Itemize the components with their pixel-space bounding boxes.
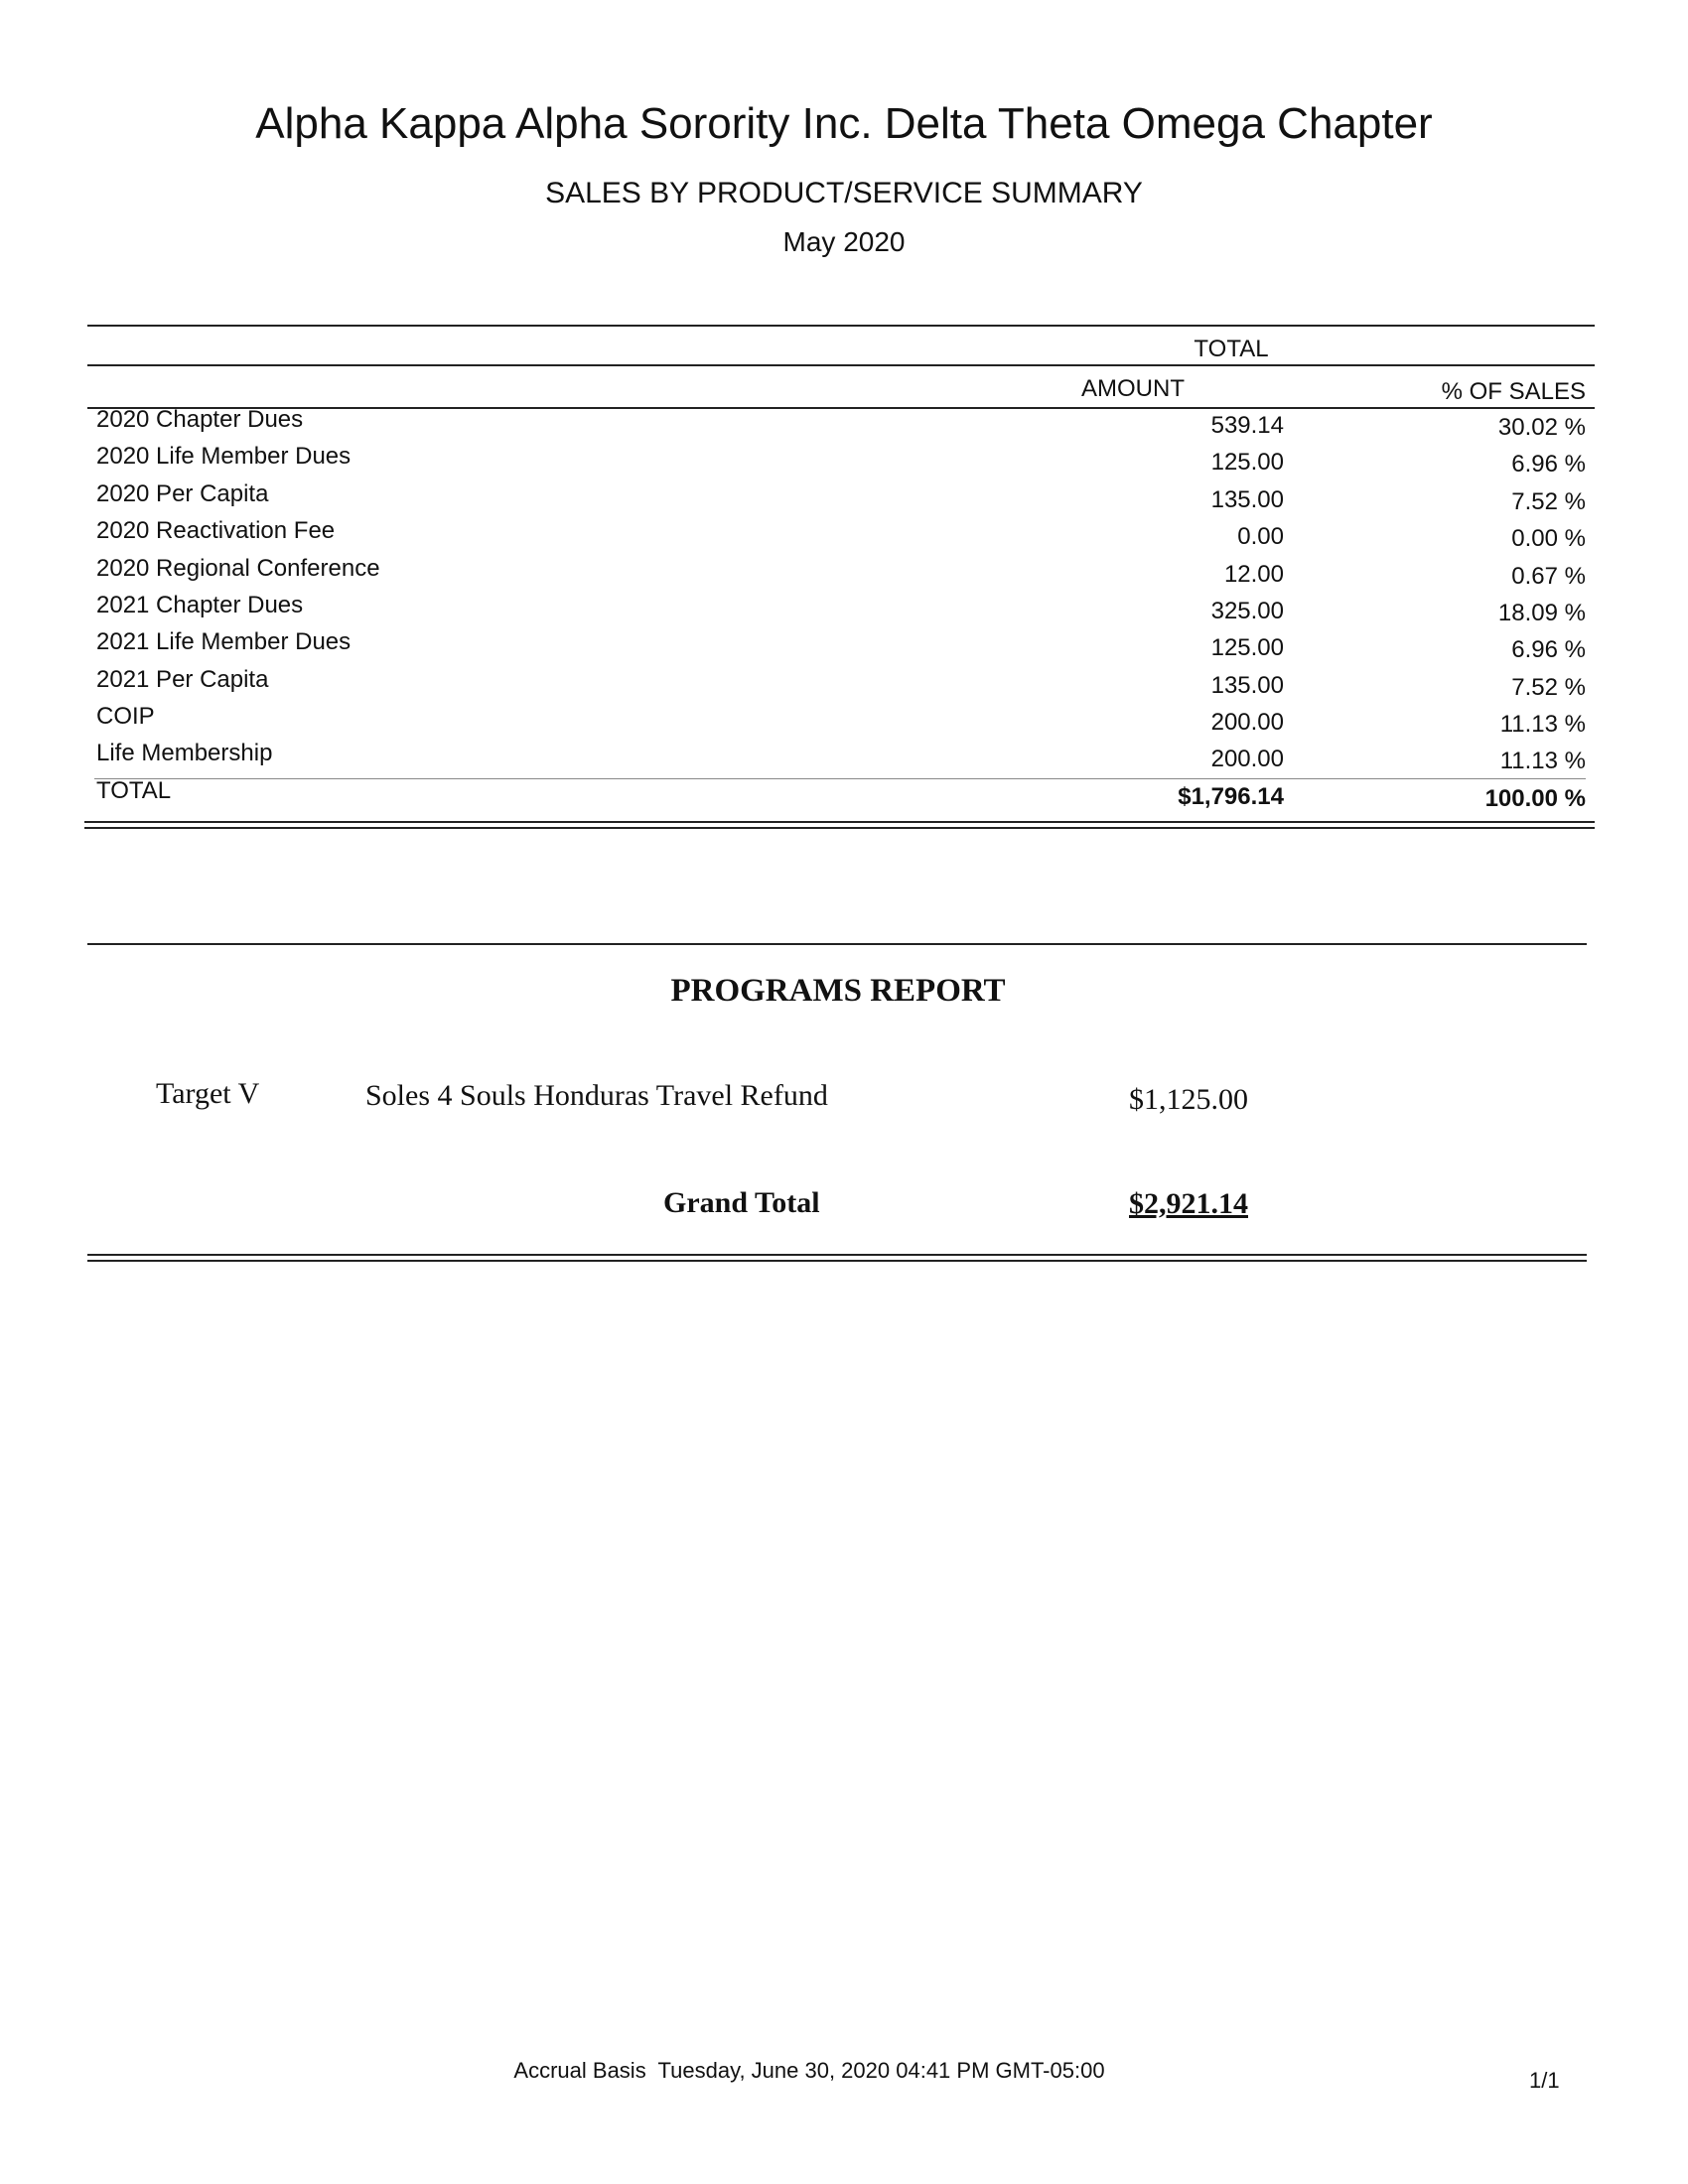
row-pct: 11.13 %: [1499, 711, 1586, 738]
grand-total-value: $2,921.14: [1129, 1187, 1248, 1220]
row-name: 2020 Per Capita: [96, 480, 269, 507]
row-name: Life Membership: [96, 740, 273, 766]
row-pct: 7.52 %: [1511, 488, 1586, 515]
total-amount: $1,796.14: [1178, 783, 1284, 810]
table-mid-rule: [87, 364, 1595, 366]
table-total-row: [94, 777, 1586, 814]
table-bottom-double-rule: [84, 821, 1595, 829]
row-pct: 0.00 %: [1511, 525, 1586, 552]
row-name: 2020 Chapter Dues: [96, 406, 304, 433]
row-pct: 11.13 %: [1499, 748, 1586, 774]
row-amount: 135.00: [1210, 486, 1284, 513]
row-amount: 135.00: [1210, 672, 1284, 699]
table-row: [94, 443, 1586, 479]
organization-title: Alpha Kappa Alpha Sorority Inc. Delta Theta Omega Chapter: [255, 99, 1433, 148]
footer-accounting-basis: Accrual Basis Tuesday, June 30, 2020 04:41 PM GMT-05:00: [513, 2058, 1105, 2083]
column-header-pct-of-sales: % OF SALES: [1441, 378, 1586, 405]
column-group-total: TOTAL: [1194, 336, 1269, 362]
row-amount: 200.00: [1210, 709, 1284, 736]
table-row: [94, 555, 1586, 592]
row-amount: 125.00: [1210, 634, 1284, 661]
row-amount: 12.00: [1223, 561, 1284, 588]
column-header-amount: AMOUNT: [1081, 375, 1185, 402]
report-period: May 2020: [782, 226, 906, 257]
row-amount: 125.00: [1210, 449, 1284, 476]
report-title: SALES BY PRODUCT/SERVICE SUMMARY: [545, 177, 1143, 209]
row-name: 2020 Life Member Dues: [96, 443, 352, 470]
total-label: TOTAL: [96, 777, 172, 804]
table-row: [94, 517, 1586, 554]
row-name: 2021 Chapter Dues: [96, 592, 304, 618]
row-name: 2021 Life Member Dues: [96, 628, 352, 655]
footer-page-number: 1/1: [1529, 2068, 1560, 2093]
program-amount: $1,125.00: [1129, 1083, 1248, 1116]
row-pct: 7.52 %: [1511, 674, 1586, 701]
row-name: 2020 Reactivation Fee: [96, 517, 336, 544]
row-pct: 6.96 %: [1511, 636, 1586, 663]
row-amount: 325.00: [1210, 598, 1284, 624]
row-pct: 0.67 %: [1511, 563, 1586, 590]
row-name: COIP: [96, 703, 155, 730]
table-row: [94, 740, 1586, 776]
program-code: Target V: [156, 1077, 260, 1110]
table-row: [94, 480, 1586, 517]
grand-total-label: Grand Total: [663, 1186, 820, 1219]
row-amount: 0.00: [1237, 523, 1284, 550]
programs-bottom-double-rule: [87, 1254, 1587, 1262]
table-row: [94, 628, 1586, 665]
table-row: [94, 406, 1586, 443]
row-name: 2020 Regional Conference: [96, 555, 380, 582]
programs-report-heading: PROGRAMS REPORT: [670, 973, 1006, 1009]
row-pct: 6.96 %: [1511, 451, 1586, 478]
table-row: [94, 666, 1586, 703]
program-description: Soles 4 Souls Honduras Travel Refund: [365, 1079, 828, 1112]
table-row: [94, 592, 1586, 628]
row-amount: 200.00: [1210, 746, 1284, 772]
total-pct: 100.00 %: [1484, 785, 1586, 812]
table-row: [94, 703, 1586, 740]
table-top-rule: [87, 325, 1595, 327]
row-name: 2021 Per Capita: [96, 666, 269, 693]
programs-top-rule: [87, 943, 1587, 945]
row-amount: 539.14: [1210, 412, 1284, 439]
row-pct: 18.09 %: [1497, 600, 1586, 626]
row-pct: 30.02 %: [1497, 414, 1586, 441]
